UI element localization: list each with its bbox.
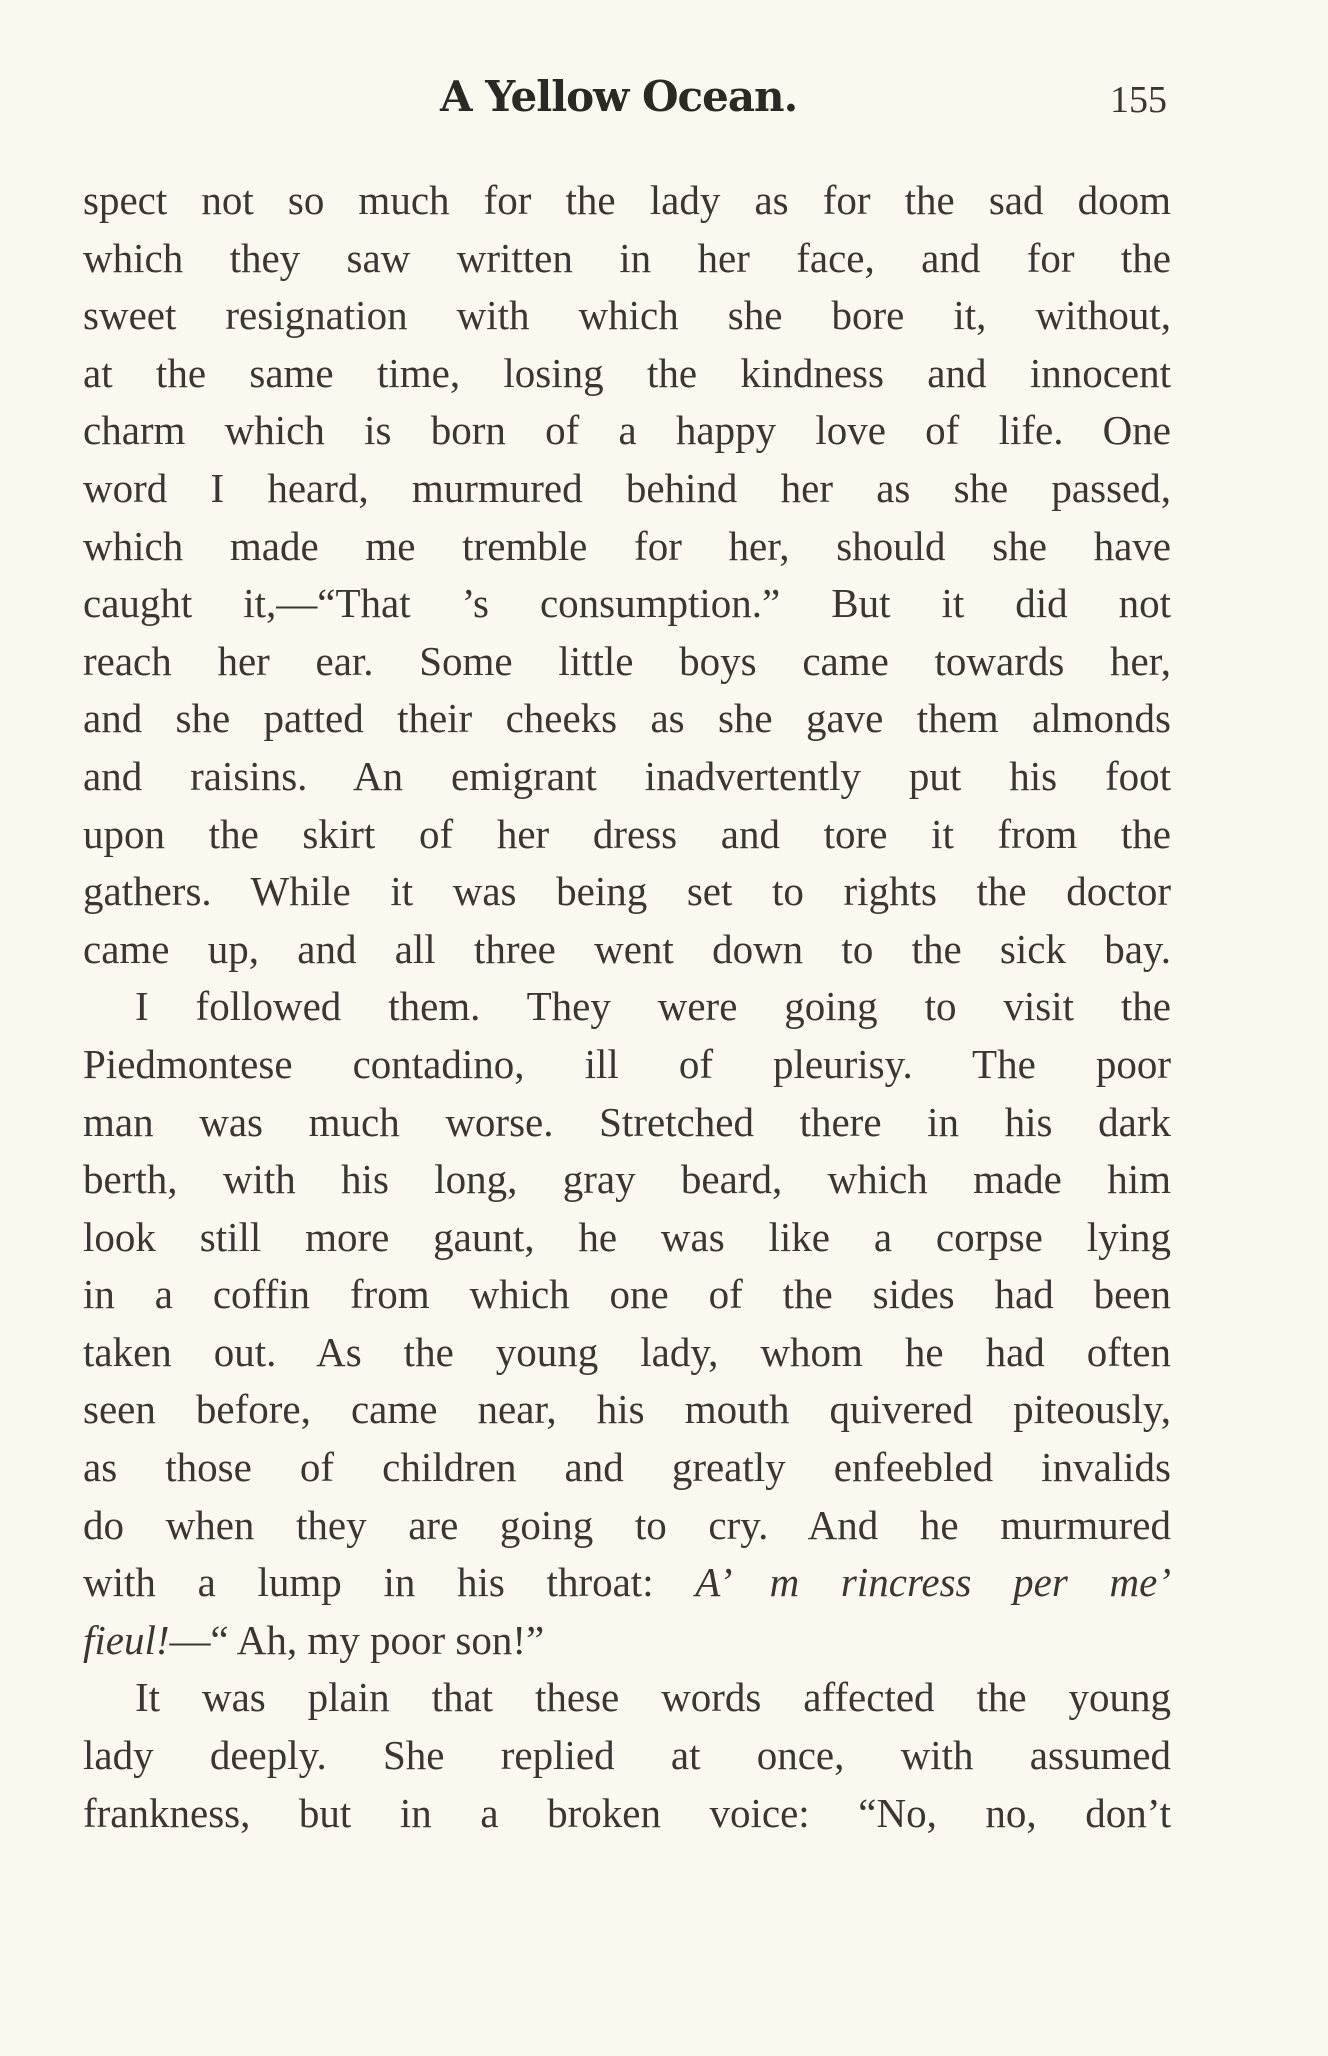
- text-line: charm which is born of a happy love of life. One: [83, 407, 1171, 454]
- text-line: frankness, but in a broken voice: “No, no, don’t: [83, 1789, 1171, 1836]
- text-line: taken out. As the young lady, whom he had often: [83, 1328, 1171, 1375]
- text-line: sweet resignation with which she bore it, without,: [83, 292, 1171, 339]
- text-line: as those of children and greatly enfeebled invalids: [83, 1444, 1171, 1491]
- text-line: seen before, came near, his mouth quivered piteously,: [83, 1386, 1171, 1433]
- text-line: reach her ear. Some little boys came towards her,: [83, 637, 1171, 684]
- italic-quote: fieul!: [83, 1616, 170, 1663]
- text-line: Piedmontese contadino, ill of pleurisy. The poor: [83, 1040, 1171, 1087]
- body-text: [83, 172, 1171, 1842]
- text-line: word I heard, murmured behind her as she passed,: [83, 464, 1171, 511]
- text-segment: with a lump in his throat:: [83, 1559, 696, 1606]
- text-line: which they saw written in her face, and for the: [83, 234, 1171, 281]
- italic-quote: A’ m rincress per me’: [695, 1559, 1171, 1606]
- text-line: in a coffin from which one of the sides had been: [83, 1271, 1171, 1318]
- text-line: man was much worse. Stretched there in his dark: [83, 1098, 1171, 1145]
- text-line: came up, and all three went down to the sick bay.: [83, 925, 1171, 972]
- text-line: lady deeply. She replied at once, with assumed: [83, 1732, 1171, 1779]
- text-line: gathers. While it was being set to rights the doctor: [83, 868, 1171, 915]
- paragraph-start-line: It was plain that these words affected the young: [135, 1674, 1171, 1721]
- text-segment: —“ Ah, my poor son!”: [169, 1616, 545, 1663]
- running-title: A Yellow Ocean.: [440, 72, 798, 121]
- text-line: spect not so much for the lady as for the sad doom: [83, 177, 1171, 223]
- running-header: [0, 72, 1328, 132]
- text-line: caught it,—“That ’s consumption.” But it did not: [83, 580, 1171, 627]
- paragraph-start-line: I followed them. They were going to visit the: [135, 983, 1171, 1030]
- text-line: [83, 1554, 1171, 1612]
- text-line: do when they are going to cry. And he murmured: [83, 1501, 1171, 1548]
- page-number: 155: [1110, 79, 1167, 121]
- text-line: look still more gaunt, he was like a corpse lying: [83, 1213, 1171, 1260]
- text-line: and she patted their cheeks as she gave them almonds: [83, 695, 1171, 742]
- text-line: upon the skirt of her dress and tore it from the: [83, 810, 1171, 857]
- text-line: berth, with his long, gray beard, which made him: [83, 1156, 1171, 1203]
- text-line: and raisins. An emigrant inadvertently put his foot: [83, 752, 1171, 799]
- text-line: [83, 1612, 1171, 1670]
- text-line: which made me tremble for her, should she have: [83, 522, 1171, 569]
- text-line: at the same time, losing the kindness and innocent: [83, 349, 1171, 396]
